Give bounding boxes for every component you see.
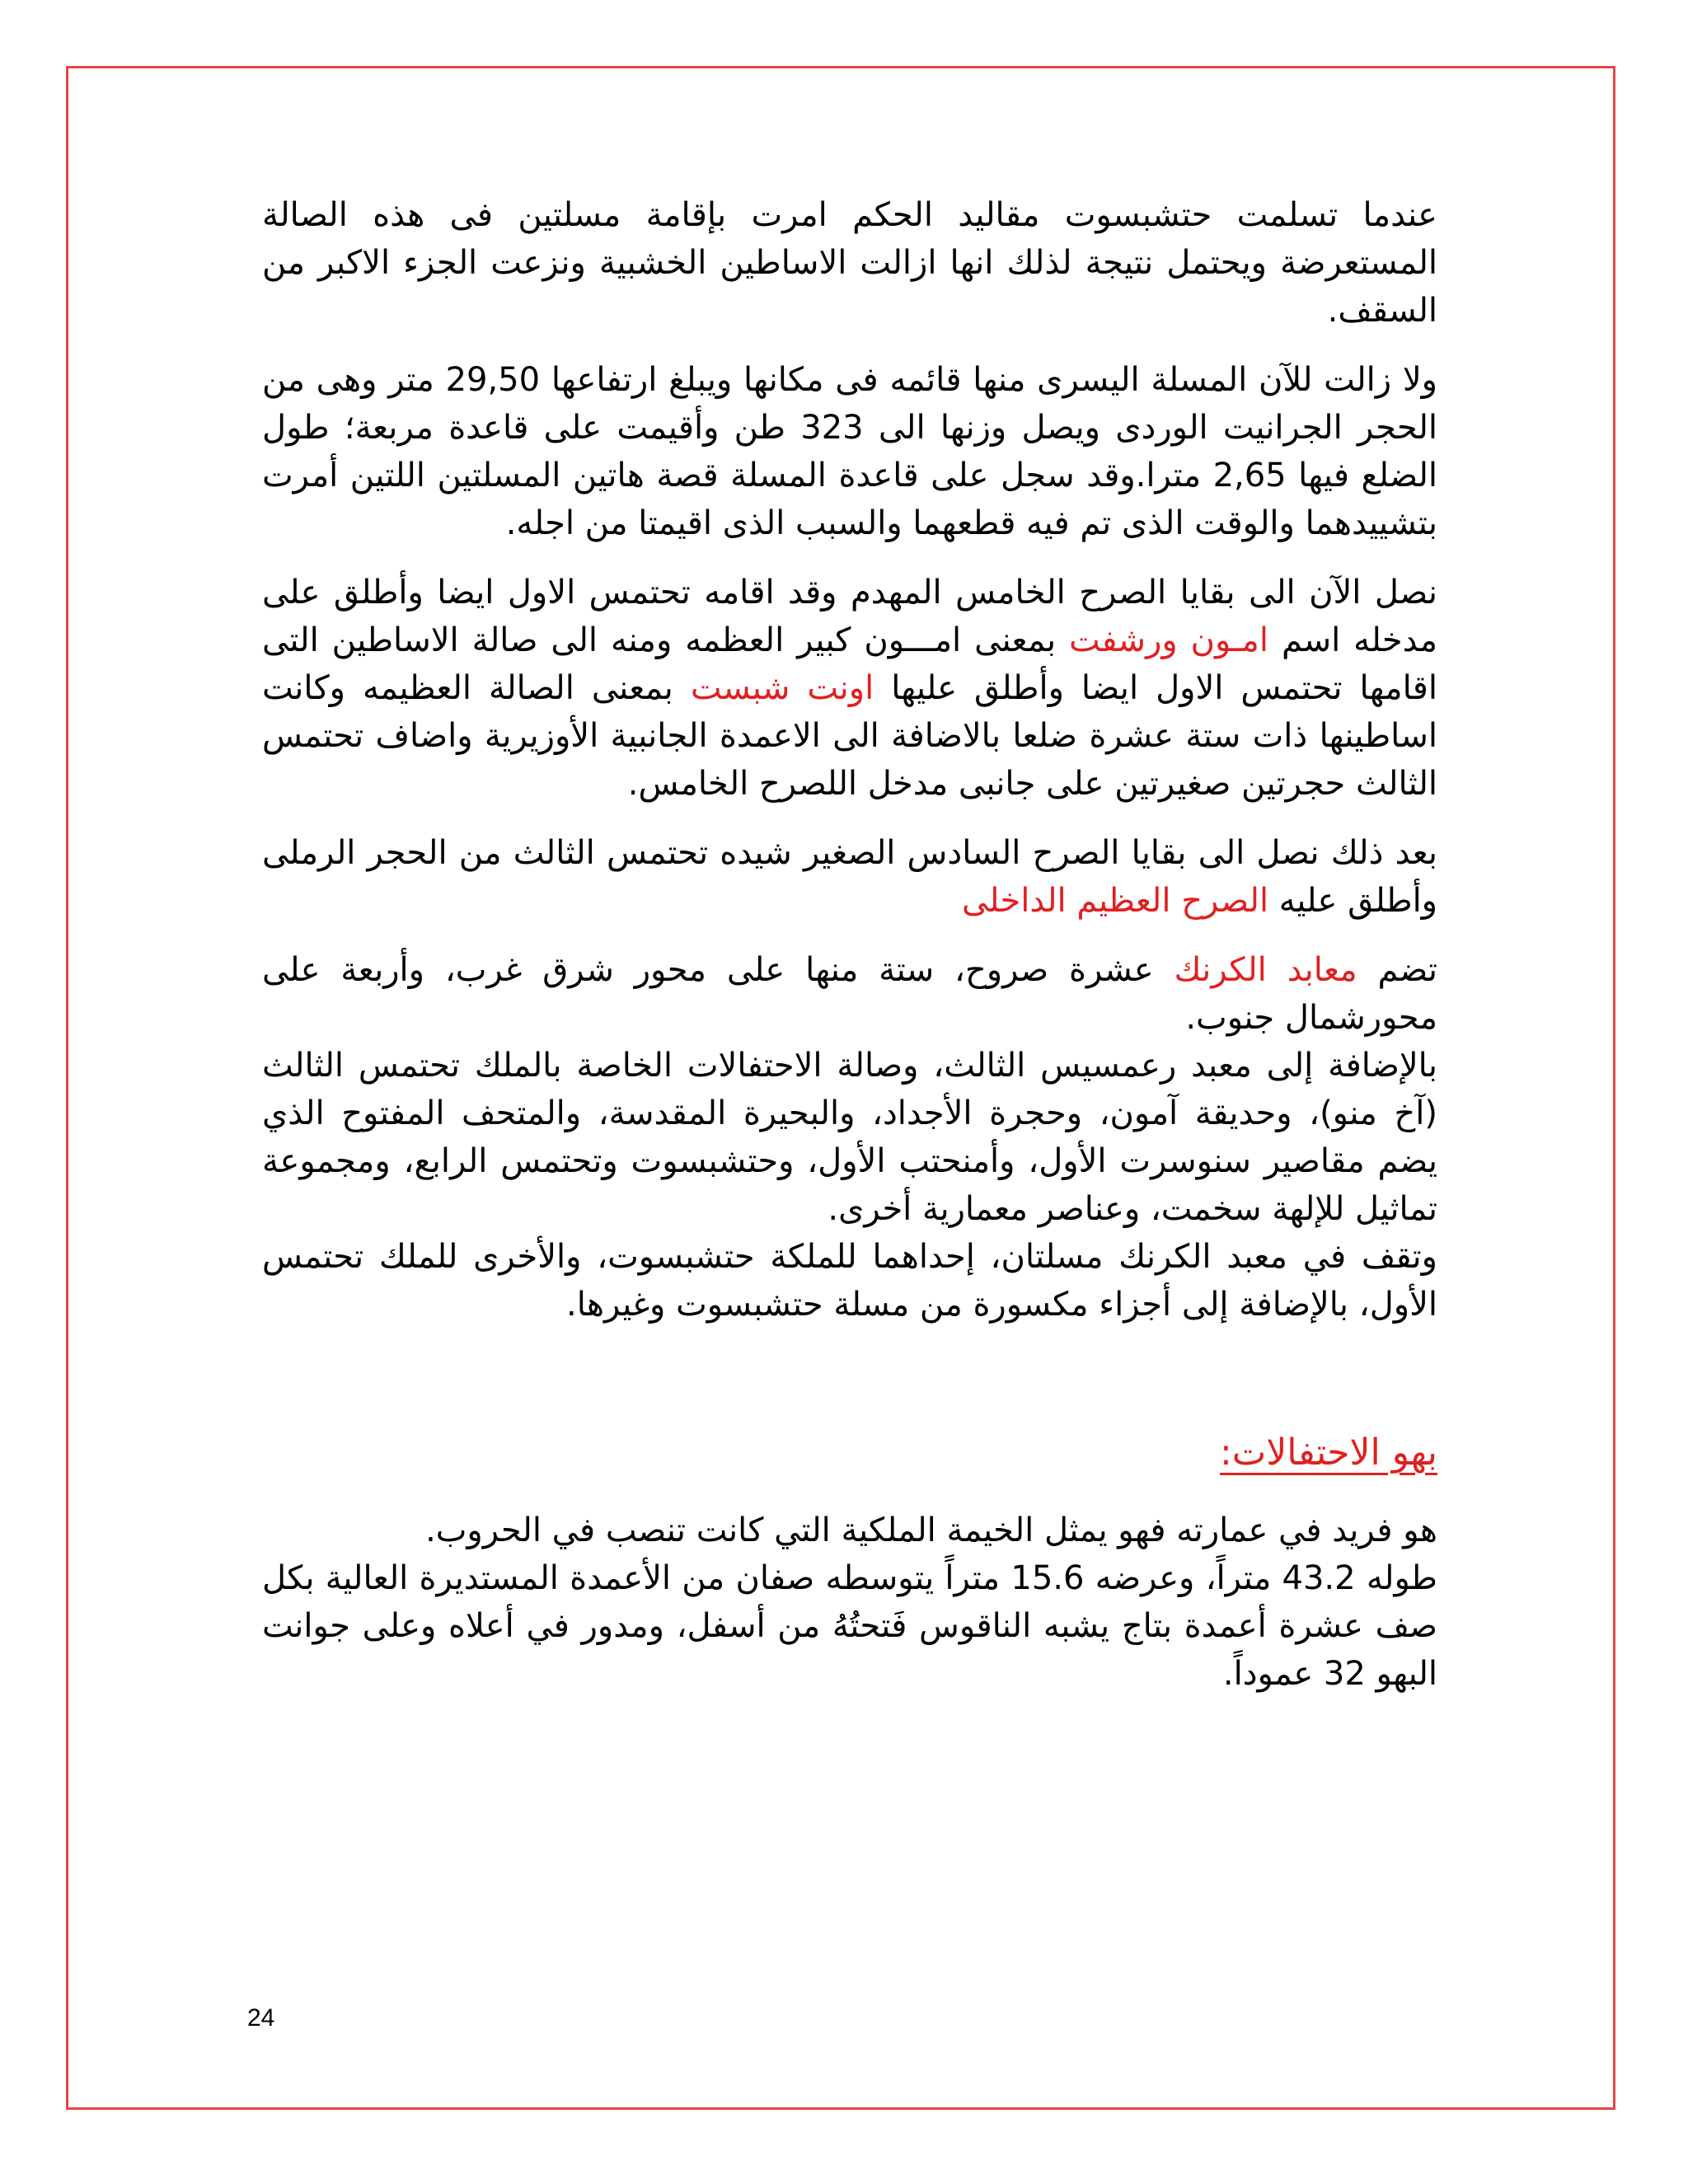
paragraph-text: نصل الآن الى بقايا الصرح الخامس المهدم وقد اقامه تحتمس الاول ايضا وأطلق على مدخله اسم — [262, 574, 1438, 659]
paragraph-karnak-obelisks: وتقف في معبد الكرنك مسلتان، إحداهما للملكة حتشبسوت، والأخرى للملك تحتمس الأول، بالإضافة إلى أجزاء مكسورة من مسلة حتشبسوت وغيرها. — [262, 1238, 1437, 1324]
paragraph-text: بمعنى امـــون كبير العظمه ومنه الى صالة الاساطين التى اقامها تحتمس الاول ايضا وأطلق عليها — [262, 621, 1438, 707]
paragraph-text: بعد ذلك نصل الى بقايا الصرح السادس الصغير شيده تحتمس الثالث من الحجر الرملى وأطلق عليه — [262, 834, 1437, 920]
highlight-amun-werashefet: امـون ورشفت — [1069, 621, 1268, 659]
paragraph-sixth-pylon — [262, 829, 1437, 925]
paragraph-text: تضم — [1357, 951, 1438, 989]
paragraph-hatshepsut-obelisks: عندما تسلمت حتشبسوت مقاليد الحكم امرت بإقامة مسلتين فى هذه الصالة المستعرضة ويحتمل نتيجة لذلك انها ازالت الاساطين الخشبية ونزعت الجزء الاكبر من السقف. — [262, 196, 1437, 330]
paragraph-fifth-pylon — [262, 569, 1437, 808]
highlight-great-inner-pylon: الصرح العظيم الداخلى — [961, 882, 1269, 920]
paragraph-text: بمعنى الصالة العظيمه وكانت اساطينها ذات ستة عشرة ضلعا بالاضافة الى الاعمدة الجانبية الأوزيرية واضاف تحتمس الثالث حجرتين صغيرتين على جانبى مدخل اللصرح الخامس. — [262, 669, 1437, 803]
highlight-wenet-shebset: اونت شبست — [690, 669, 874, 707]
document-body — [262, 191, 1437, 1698]
paragraph-festival-hall-dimensions: طوله 43.2 متراً، وعرضه 15.6 متراً يتوسطه صفان من الأعمدة المستديرة العالية بكل صف عشرة أعمدة بتاج يشبه الناقوس فَتحتُهُ من أسفل، ومدور في أعلاه وعلى جوانت البهو 32 عموداً. — [262, 1559, 1437, 1693]
paragraph-karnak-additions: بالإضافة إلى معبد رعمسيس الثالث، وصالة الاحتفالات الخاصة بالملك تحتمس الثالث (آخ منو)، وحديقة آمون، وحجرة الأجداد، والبحيرة المقدسة، والمتحف المفتوح الذي يضم مقاصير سنوسرت الأول، وأمنحتب الأول، وحتشبسوت وتحتمس الرابع، ومجموعة تماثيل للإلهة سخمت، وعناصر معمارية أخرى. — [262, 1047, 1437, 1228]
section-heading-festival-hall: بهو الاحتفالات: — [1219, 1432, 1437, 1474]
paragraph-festival-hall-intro: هو فريد في عمارته فهو يمثل الخيمة الملكية التي كانت تنصب في الحروب. — [425, 1511, 1437, 1549]
paragraph-karnak-pylons — [262, 946, 1437, 1042]
page-number: 24 — [247, 2004, 275, 2032]
paragraph-text: عشرة صروح، ستة منها على محور شرق غرب، وأربعة على محورشمال جنوب. — [262, 951, 1437, 1037]
highlight-karnak-temples: معابد الكرنك — [1174, 951, 1357, 989]
paragraph-left-obelisk: ولا زالت للآن المسلة اليسرى منها قائمه فى مكانها ويبلغ ارتفاعها 29,50 متر وهى من الحجر الجرانيت الوردى ويصل وزنها الى 323 طن وأقيمت على قاعدة مربعة؛ طول الضلع فيها 2,65 مترا.وقد سجل على قاعدة المسلة قصة هاتين المسلتين اللتين أمرت بتشييدهما والوقت الذى تم فيه قطعهما والسبب الذى اقيمتا من اجله. — [262, 361, 1438, 542]
